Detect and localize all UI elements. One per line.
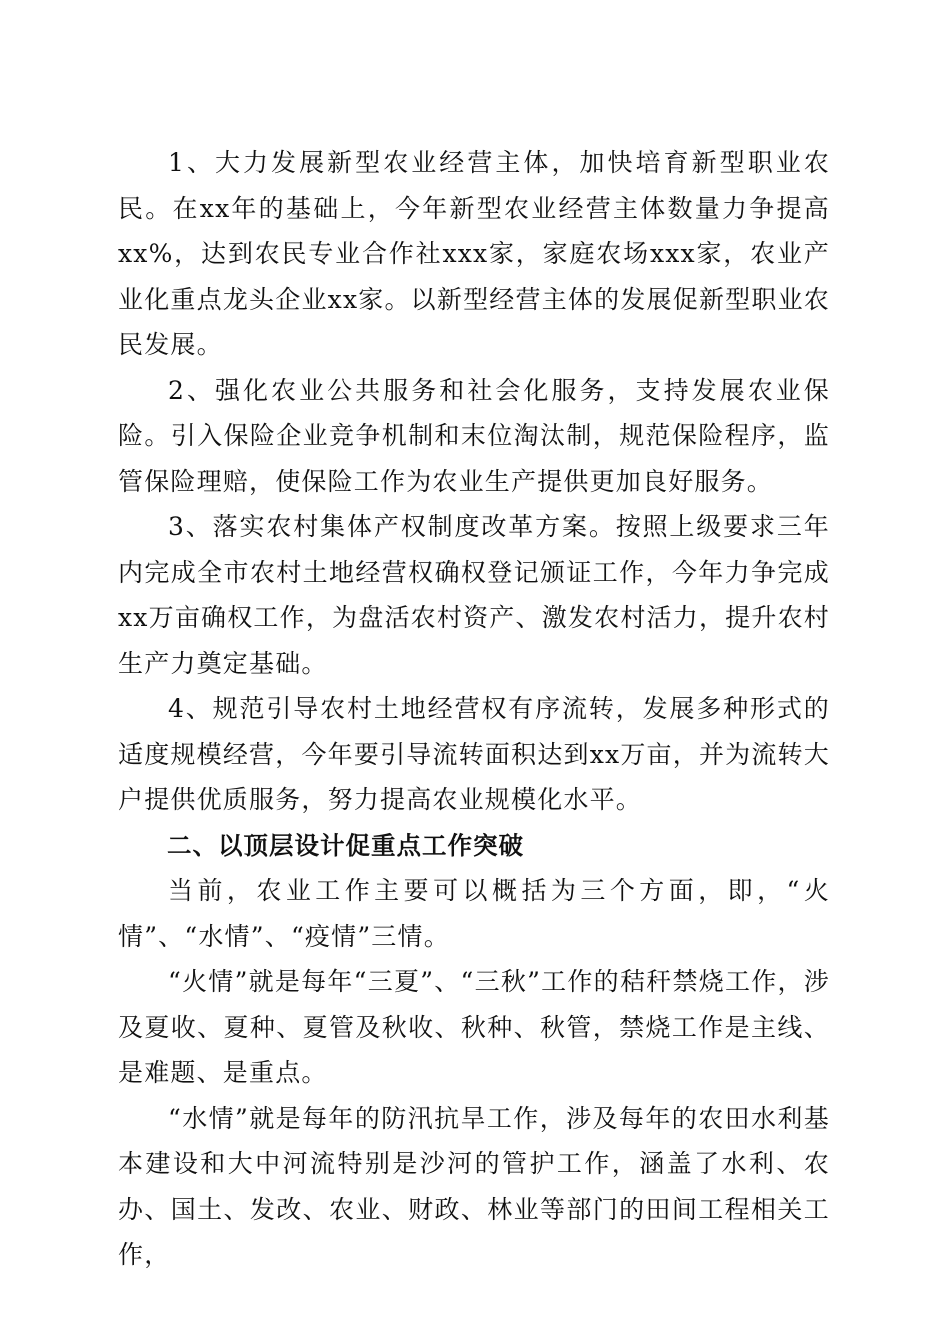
paragraph-item-3: 3、落实农村集体产权制度改革方案。按照上级要求三年内完成全市农村土地经营权确权登记颁证工作，今年力争完成xx万亩确权工作，为盘活农村资产、激发农村活力，提升农村生产力奠定基础。 [118, 512, 830, 678]
document-body [118, 140, 830, 1278]
section-paragraph-water: “水情”就是每年的防汛抗旱工作，涉及每年的农田水利基本建设和大中河流特别是沙河的管护工作，涵盖了水利、农办、国土、发改、农业、财政、林业等部门的田间工程相关工作， [118, 1103, 830, 1269]
section-heading: 二、以顶层设计促重点工作突破 [167, 830, 524, 860]
paragraph-item-2: 2、强化农业公共服务和社会化服务，支持发展农业保险。引入保险企业竞争机制和末位淘汰制，规范保险程序，监管保险理赔，使保险工作为农业生产提供更加良好服务。 [118, 375, 830, 496]
paragraph-item-4: 4、规范引导农村土地经营权有序流转，发展多种形式的适度规模经营，今年要引导流转面积达到xx万亩，并为流转大户提供优质服务，努力提高农业规模化水平。 [118, 694, 830, 814]
section-paragraph-overview: 当前，农业工作主要可以概括为三个方面，即，“火情”、“水情”、“疫情”三情。 [118, 876, 830, 951]
paragraph-item-1: 1、大力发展新型农业经营主体，加快培育新型职业农民。在xx年的基础上，今年新型农业经营主体数量力争提高xx%，达到农民专业合作社xxx家，家庭农场xxx家，农业产业化重点龙头企业xx家。以新型经营主体的发展促新型职业农民发展。 [118, 148, 830, 359]
section-paragraph-fire: “火情”就是每年“三夏”、“三秋”工作的秸秆禁烧工作，涉及夏收、夏种、夏管及秋收、秋种、秋管，禁烧工作是主线、是难题、是重点。 [118, 967, 830, 1087]
